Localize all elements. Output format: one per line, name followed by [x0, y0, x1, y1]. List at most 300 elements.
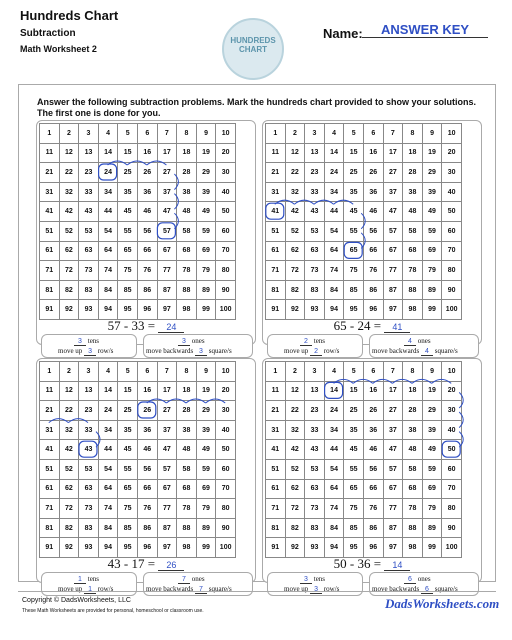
grid-cell[interactable]: 91	[266, 538, 286, 558]
grid-cell[interactable]: 43	[79, 440, 99, 460]
grid-cell[interactable]: 35	[118, 182, 138, 202]
grid-cell[interactable]: 30	[216, 163, 236, 183]
grid-cell[interactable]: 34	[324, 182, 344, 202]
grid-cell[interactable]: 100	[216, 300, 236, 320]
grid-cell[interactable]: 51	[266, 459, 286, 479]
grid-cell[interactable]: 36	[363, 182, 383, 202]
grid-cell[interactable]: 41	[40, 440, 60, 460]
grid-cell[interactable]: 21	[266, 401, 286, 421]
tens-field[interactable]: 2	[300, 338, 312, 346]
grid-cell[interactable]: 90	[216, 518, 236, 538]
grid-cell[interactable]: 31	[40, 182, 60, 202]
grid-cell[interactable]: 67	[383, 479, 403, 499]
grid-cell[interactable]: 42	[285, 202, 305, 222]
grid-cell[interactable]: 12	[59, 143, 79, 163]
grid-cell[interactable]: 19	[196, 143, 216, 163]
grid-cell[interactable]: 23	[305, 401, 325, 421]
grid-cell[interactable]: 26	[137, 163, 157, 183]
grid-cell[interactable]: 39	[196, 182, 216, 202]
answer-field[interactable]: 24	[158, 322, 184, 333]
grid-cell[interactable]: 76	[363, 499, 383, 519]
grid-cell[interactable]: 87	[383, 518, 403, 538]
grid-cell[interactable]: 44	[98, 440, 118, 460]
grid-cell[interactable]: 8	[177, 362, 197, 382]
grid-cell[interactable]: 81	[40, 518, 60, 538]
grid-cell[interactable]: 99	[422, 538, 442, 558]
grid-cell[interactable]: 7	[157, 362, 177, 382]
tens-field[interactable]: 3	[74, 338, 86, 346]
grid-cell[interactable]: 13	[305, 143, 325, 163]
grid-cell[interactable]: 64	[324, 479, 344, 499]
grid-cell[interactable]: 46	[137, 202, 157, 222]
grid-cell[interactable]: 2	[59, 362, 79, 382]
grid-cell[interactable]: 76	[137, 261, 157, 281]
grid-cell[interactable]: 18	[403, 143, 423, 163]
grid-cell[interactable]: 6	[363, 124, 383, 144]
grid-cell[interactable]: 78	[177, 499, 197, 519]
grid-cell[interactable]: 66	[363, 241, 383, 261]
grid-cell[interactable]: 16	[363, 143, 383, 163]
answer-field[interactable]: 41	[384, 322, 410, 333]
grid-cell[interactable]: 63	[79, 241, 99, 261]
grid-cell[interactable]: 3	[305, 124, 325, 144]
grid-cell[interactable]: 19	[422, 381, 442, 401]
grid-cell[interactable]: 36	[363, 420, 383, 440]
grid-cell[interactable]: 63	[305, 241, 325, 261]
grid-cell[interactable]: 33	[305, 182, 325, 202]
grid-cell[interactable]: 98	[403, 538, 423, 558]
grid-cell[interactable]: 79	[422, 499, 442, 519]
grid-cell[interactable]: 10	[442, 362, 462, 382]
grid-cell[interactable]: 37	[383, 182, 403, 202]
grid-cell[interactable]: 95	[118, 300, 138, 320]
grid-cell[interactable]: 83	[79, 280, 99, 300]
grid-cell[interactable]: 86	[363, 518, 383, 538]
grid-cell[interactable]: 80	[216, 499, 236, 519]
grid-cell[interactable]: 71	[40, 499, 60, 519]
grid-cell[interactable]: 14	[98, 143, 118, 163]
grid-cell[interactable]: 86	[137, 280, 157, 300]
grid-cell[interactable]: 72	[59, 261, 79, 281]
grid-cell[interactable]: 40	[442, 182, 462, 202]
grid-cell[interactable]: 37	[157, 182, 177, 202]
grid-cell[interactable]: 93	[305, 300, 325, 320]
grid-cell[interactable]: 35	[344, 420, 364, 440]
grid-cell[interactable]: 95	[118, 538, 138, 558]
grid-cell[interactable]: 9	[422, 362, 442, 382]
grid-cell[interactable]: 24	[324, 163, 344, 183]
grid-cell[interactable]: 80	[216, 261, 236, 281]
grid-cell[interactable]: 27	[383, 163, 403, 183]
grid-cell[interactable]: 55	[118, 221, 138, 241]
grid-cell[interactable]: 33	[79, 182, 99, 202]
grid-cell[interactable]: 94	[324, 300, 344, 320]
grid-cell[interactable]: 4	[98, 124, 118, 144]
grid-cell[interactable]: 24	[98, 163, 118, 183]
answer-field[interactable]: 26	[158, 560, 184, 571]
grid-cell[interactable]: 84	[324, 280, 344, 300]
grid-cell[interactable]: 45	[344, 202, 364, 222]
grid-cell[interactable]: 55	[118, 459, 138, 479]
grid-cell[interactable]: 69	[196, 479, 216, 499]
grid-cell[interactable]: 32	[285, 420, 305, 440]
grid-cell[interactable]: 31	[266, 182, 286, 202]
grid-cell[interactable]: 68	[403, 241, 423, 261]
grid-cell[interactable]: 61	[40, 479, 60, 499]
grid-cell[interactable]: 82	[285, 280, 305, 300]
brand-logo[interactable]: DadsWorksheets.com	[385, 596, 500, 611]
grid-cell[interactable]: 54	[98, 221, 118, 241]
grid-cell[interactable]: 81	[266, 518, 286, 538]
grid-cell[interactable]: 30	[442, 401, 462, 421]
grid-cell[interactable]: 52	[285, 459, 305, 479]
squares-field[interactable]: 4	[421, 348, 433, 356]
grid-cell[interactable]: 9	[422, 124, 442, 144]
grid-cell[interactable]: 10	[216, 124, 236, 144]
grid-cell[interactable]: 57	[383, 221, 403, 241]
grid-cell[interactable]: 53	[305, 221, 325, 241]
grid-cell[interactable]: 51	[40, 221, 60, 241]
grid-cell[interactable]: 76	[137, 499, 157, 519]
grid-cell[interactable]: 15	[118, 381, 138, 401]
grid-cell[interactable]: 84	[98, 280, 118, 300]
grid-cell[interactable]: 47	[157, 202, 177, 222]
grid-cell[interactable]: 35	[118, 420, 138, 440]
grid-cell[interactable]: 62	[285, 479, 305, 499]
grid-cell[interactable]: 7	[383, 124, 403, 144]
grid-cell[interactable]: 100	[216, 538, 236, 558]
grid-cell[interactable]: 88	[403, 280, 423, 300]
grid-cell[interactable]: 67	[383, 241, 403, 261]
grid-cell[interactable]: 93	[79, 538, 99, 558]
grid-cell[interactable]: 26	[363, 401, 383, 421]
grid-cell[interactable]: 6	[137, 362, 157, 382]
grid-cell[interactable]: 31	[40, 420, 60, 440]
grid-cell[interactable]: 73	[79, 499, 99, 519]
grid-cell[interactable]: 68	[177, 479, 197, 499]
grid-cell[interactable]: 69	[422, 241, 442, 261]
grid-cell[interactable]: 5	[344, 124, 364, 144]
grid-cell[interactable]: 75	[118, 261, 138, 281]
grid-cell[interactable]: 48	[403, 202, 423, 222]
grid-cell[interactable]: 89	[196, 280, 216, 300]
grid-cell[interactable]: 90	[442, 518, 462, 538]
grid-cell[interactable]: 35	[344, 182, 364, 202]
grid-cell[interactable]: 11	[40, 143, 60, 163]
grid-cell[interactable]: 69	[196, 241, 216, 261]
grid-cell[interactable]: 24	[324, 401, 344, 421]
grid-cell[interactable]: 3	[79, 124, 99, 144]
grid-cell[interactable]: 91	[40, 538, 60, 558]
grid-cell[interactable]: 29	[422, 163, 442, 183]
grid-cell[interactable]: 12	[285, 381, 305, 401]
grid-cell[interactable]: 54	[324, 221, 344, 241]
grid-cell[interactable]: 11	[266, 381, 286, 401]
grid-cell[interactable]: 50	[216, 440, 236, 460]
grid-cell[interactable]: 45	[118, 440, 138, 460]
grid-cell[interactable]: 67	[157, 479, 177, 499]
grid-cell[interactable]: 52	[285, 221, 305, 241]
grid-cell[interactable]: 1	[266, 362, 286, 382]
grid-cell[interactable]: 78	[403, 261, 423, 281]
grid-cell[interactable]: 74	[98, 261, 118, 281]
grid-cell[interactable]: 41	[266, 202, 286, 222]
grid-cell[interactable]: 89	[422, 280, 442, 300]
grid-cell[interactable]: 5	[344, 362, 364, 382]
grid-cell[interactable]: 70	[442, 241, 462, 261]
grid-cell[interactable]: 65	[118, 479, 138, 499]
grid-cell[interactable]: 86	[363, 280, 383, 300]
ones-field[interactable]: 3	[178, 338, 190, 346]
grid-cell[interactable]: 47	[383, 202, 403, 222]
grid-cell[interactable]: 94	[98, 300, 118, 320]
grid-cell[interactable]: 66	[363, 479, 383, 499]
grid-cell[interactable]: 20	[442, 143, 462, 163]
grid-cell[interactable]: 37	[383, 420, 403, 440]
grid-cell[interactable]: 36	[137, 420, 157, 440]
grid-cell[interactable]: 61	[266, 241, 286, 261]
grid-cell[interactable]: 93	[79, 300, 99, 320]
grid-cell[interactable]: 97	[383, 300, 403, 320]
grid-cell[interactable]: 75	[344, 499, 364, 519]
grid-cell[interactable]: 19	[196, 381, 216, 401]
grid-cell[interactable]: 46	[363, 440, 383, 460]
grid-cell[interactable]: 64	[98, 479, 118, 499]
grid-cell[interactable]: 38	[403, 420, 423, 440]
grid-cell[interactable]: 44	[324, 202, 344, 222]
grid-cell[interactable]: 26	[137, 401, 157, 421]
tens-field[interactable]: 3	[300, 576, 312, 584]
grid-cell[interactable]: 8	[403, 362, 423, 382]
grid-cell[interactable]: 99	[422, 300, 442, 320]
grid-cell[interactable]: 89	[196, 518, 216, 538]
grid-cell[interactable]: 27	[383, 401, 403, 421]
grid-cell[interactable]: 58	[177, 221, 197, 241]
grid-cell[interactable]: 39	[422, 182, 442, 202]
grid-cell[interactable]: 17	[157, 381, 177, 401]
grid-cell[interactable]: 56	[363, 221, 383, 241]
grid-cell[interactable]: 72	[59, 499, 79, 519]
grid-cell[interactable]: 80	[442, 499, 462, 519]
grid-cell[interactable]: 30	[216, 401, 236, 421]
grid-cell[interactable]: 75	[118, 499, 138, 519]
grid-cell[interactable]: 82	[59, 518, 79, 538]
grid-cell[interactable]: 87	[157, 280, 177, 300]
grid-cell[interactable]: 18	[177, 381, 197, 401]
grid-cell[interactable]: 81	[40, 280, 60, 300]
grid-cell[interactable]: 36	[137, 182, 157, 202]
grid-cell[interactable]: 60	[216, 459, 236, 479]
grid-cell[interactable]: 74	[324, 261, 344, 281]
grid-cell[interactable]: 20	[216, 381, 236, 401]
grid-cell[interactable]: 8	[177, 124, 197, 144]
grid-cell[interactable]: 85	[344, 280, 364, 300]
grid-cell[interactable]: 11	[266, 143, 286, 163]
grid-cell[interactable]: 6	[363, 362, 383, 382]
grid-cell[interactable]: 53	[79, 459, 99, 479]
grid-cell[interactable]: 44	[98, 202, 118, 222]
grid-cell[interactable]: 65	[344, 241, 364, 261]
grid-cell[interactable]: 13	[79, 143, 99, 163]
grid-cell[interactable]: 51	[266, 221, 286, 241]
grid-cell[interactable]: 99	[196, 538, 216, 558]
grid-cell[interactable]: 33	[79, 420, 99, 440]
ones-field[interactable]: 7	[178, 576, 190, 584]
grid-cell[interactable]: 97	[383, 538, 403, 558]
grid-cell[interactable]: 69	[422, 479, 442, 499]
squares-field[interactable]: 3	[195, 348, 207, 356]
grid-cell[interactable]: 96	[137, 300, 157, 320]
grid-cell[interactable]: 38	[177, 420, 197, 440]
grid-cell[interactable]: 79	[422, 261, 442, 281]
grid-cell[interactable]: 14	[324, 381, 344, 401]
grid-cell[interactable]: 4	[324, 362, 344, 382]
grid-cell[interactable]: 23	[79, 401, 99, 421]
grid-cell[interactable]: 46	[137, 440, 157, 460]
grid-cell[interactable]: 12	[59, 381, 79, 401]
grid-cell[interactable]: 10	[442, 124, 462, 144]
grid-cell[interactable]: 51	[40, 459, 60, 479]
grid-cell[interactable]: 55	[344, 459, 364, 479]
grid-cell[interactable]: 14	[324, 143, 344, 163]
grid-cell[interactable]: 9	[196, 362, 216, 382]
grid-cell[interactable]: 82	[59, 280, 79, 300]
grid-cell[interactable]: 23	[305, 163, 325, 183]
grid-cell[interactable]: 3	[79, 362, 99, 382]
grid-cell[interactable]: 95	[344, 538, 364, 558]
grid-cell[interactable]: 79	[196, 261, 216, 281]
grid-cell[interactable]: 1	[40, 124, 60, 144]
answer-field[interactable]: 14	[384, 560, 410, 571]
grid-cell[interactable]: 84	[324, 518, 344, 538]
squares-field[interactable]: 7	[195, 586, 207, 594]
grid-cell[interactable]: 49	[196, 202, 216, 222]
grid-cell[interactable]: 94	[324, 538, 344, 558]
grid-cell[interactable]: 25	[344, 163, 364, 183]
grid-cell[interactable]: 28	[177, 163, 197, 183]
grid-cell[interactable]: 25	[344, 401, 364, 421]
rows-field[interactable]: 2	[310, 348, 322, 356]
grid-cell[interactable]: 49	[196, 440, 216, 460]
grid-cell[interactable]: 71	[266, 499, 286, 519]
grid-cell[interactable]: 26	[363, 163, 383, 183]
grid-cell[interactable]: 4	[98, 362, 118, 382]
grid-cell[interactable]: 1	[266, 124, 286, 144]
grid-cell[interactable]: 16	[137, 381, 157, 401]
rows-field[interactable]: 3	[310, 586, 322, 594]
grid-cell[interactable]: 70	[216, 241, 236, 261]
grid-cell[interactable]: 15	[118, 143, 138, 163]
grid-cell[interactable]: 16	[363, 381, 383, 401]
grid-cell[interactable]: 58	[403, 221, 423, 241]
grid-cell[interactable]: 72	[285, 261, 305, 281]
grid-cell[interactable]: 85	[118, 518, 138, 538]
grid-cell[interactable]: 73	[305, 499, 325, 519]
grid-cell[interactable]: 78	[403, 499, 423, 519]
grid-cell[interactable]: 2	[285, 362, 305, 382]
grid-cell[interactable]: 14	[98, 381, 118, 401]
grid-cell[interactable]: 52	[59, 459, 79, 479]
grid-cell[interactable]: 73	[79, 261, 99, 281]
grid-cell[interactable]: 88	[177, 280, 197, 300]
grid-cell[interactable]: 47	[157, 440, 177, 460]
grid-cell[interactable]: 12	[285, 143, 305, 163]
grid-cell[interactable]: 68	[177, 241, 197, 261]
grid-cell[interactable]: 77	[383, 499, 403, 519]
grid-cell[interactable]: 25	[118, 401, 138, 421]
grid-cell[interactable]: 85	[344, 518, 364, 538]
tens-field[interactable]: 1	[74, 576, 86, 584]
grid-cell[interactable]: 57	[157, 221, 177, 241]
grid-cell[interactable]: 24	[98, 401, 118, 421]
grid-cell[interactable]: 47	[383, 440, 403, 460]
grid-cell[interactable]: 74	[98, 499, 118, 519]
grid-cell[interactable]: 59	[422, 221, 442, 241]
grid-cell[interactable]: 98	[403, 300, 423, 320]
grid-cell[interactable]: 84	[98, 518, 118, 538]
grid-cell[interactable]: 59	[196, 459, 216, 479]
grid-cell[interactable]: 50	[216, 202, 236, 222]
grid-cell[interactable]: 96	[363, 538, 383, 558]
grid-cell[interactable]: 2	[285, 124, 305, 144]
grid-cell[interactable]: 61	[266, 479, 286, 499]
grid-cell[interactable]: 59	[422, 459, 442, 479]
name-field[interactable]: ANSWER KEY	[362, 22, 488, 38]
grid-cell[interactable]: 13	[305, 381, 325, 401]
grid-cell[interactable]: 44	[324, 440, 344, 460]
grid-cell[interactable]: 5	[118, 362, 138, 382]
grid-cell[interactable]: 31	[266, 420, 286, 440]
grid-cell[interactable]: 34	[324, 420, 344, 440]
grid-cell[interactable]: 82	[285, 518, 305, 538]
grid-cell[interactable]: 41	[266, 440, 286, 460]
grid-cell[interactable]: 21	[266, 163, 286, 183]
grid-cell[interactable]: 97	[157, 300, 177, 320]
grid-cell[interactable]: 29	[422, 401, 442, 421]
grid-cell[interactable]: 42	[59, 440, 79, 460]
grid-cell[interactable]: 59	[196, 221, 216, 241]
grid-cell[interactable]: 18	[403, 381, 423, 401]
grid-cell[interactable]: 4	[324, 124, 344, 144]
grid-cell[interactable]: 87	[383, 280, 403, 300]
grid-cell[interactable]: 37	[157, 420, 177, 440]
grid-cell[interactable]: 15	[344, 143, 364, 163]
grid-cell[interactable]: 50	[442, 440, 462, 460]
grid-cell[interactable]: 30	[442, 163, 462, 183]
grid-cell[interactable]: 7	[157, 124, 177, 144]
grid-cell[interactable]: 13	[79, 381, 99, 401]
grid-cell[interactable]: 90	[216, 280, 236, 300]
grid-cell[interactable]: 95	[344, 300, 364, 320]
grid-cell[interactable]: 39	[422, 420, 442, 440]
grid-cell[interactable]: 87	[157, 518, 177, 538]
grid-cell[interactable]: 63	[79, 479, 99, 499]
grid-cell[interactable]: 43	[305, 202, 325, 222]
grid-cell[interactable]: 28	[403, 163, 423, 183]
grid-cell[interactable]: 92	[285, 300, 305, 320]
ones-field[interactable]: 4	[404, 338, 416, 346]
grid-cell[interactable]: 32	[59, 420, 79, 440]
grid-cell[interactable]: 62	[59, 241, 79, 261]
grid-cell[interactable]: 98	[177, 538, 197, 558]
grid-cell[interactable]: 38	[177, 182, 197, 202]
grid-cell[interactable]: 68	[403, 479, 423, 499]
grid-cell[interactable]: 97	[157, 538, 177, 558]
grid-cell[interactable]: 76	[363, 261, 383, 281]
grid-cell[interactable]: 56	[137, 459, 157, 479]
grid-cell[interactable]: 46	[363, 202, 383, 222]
grid-cell[interactable]: 17	[383, 143, 403, 163]
